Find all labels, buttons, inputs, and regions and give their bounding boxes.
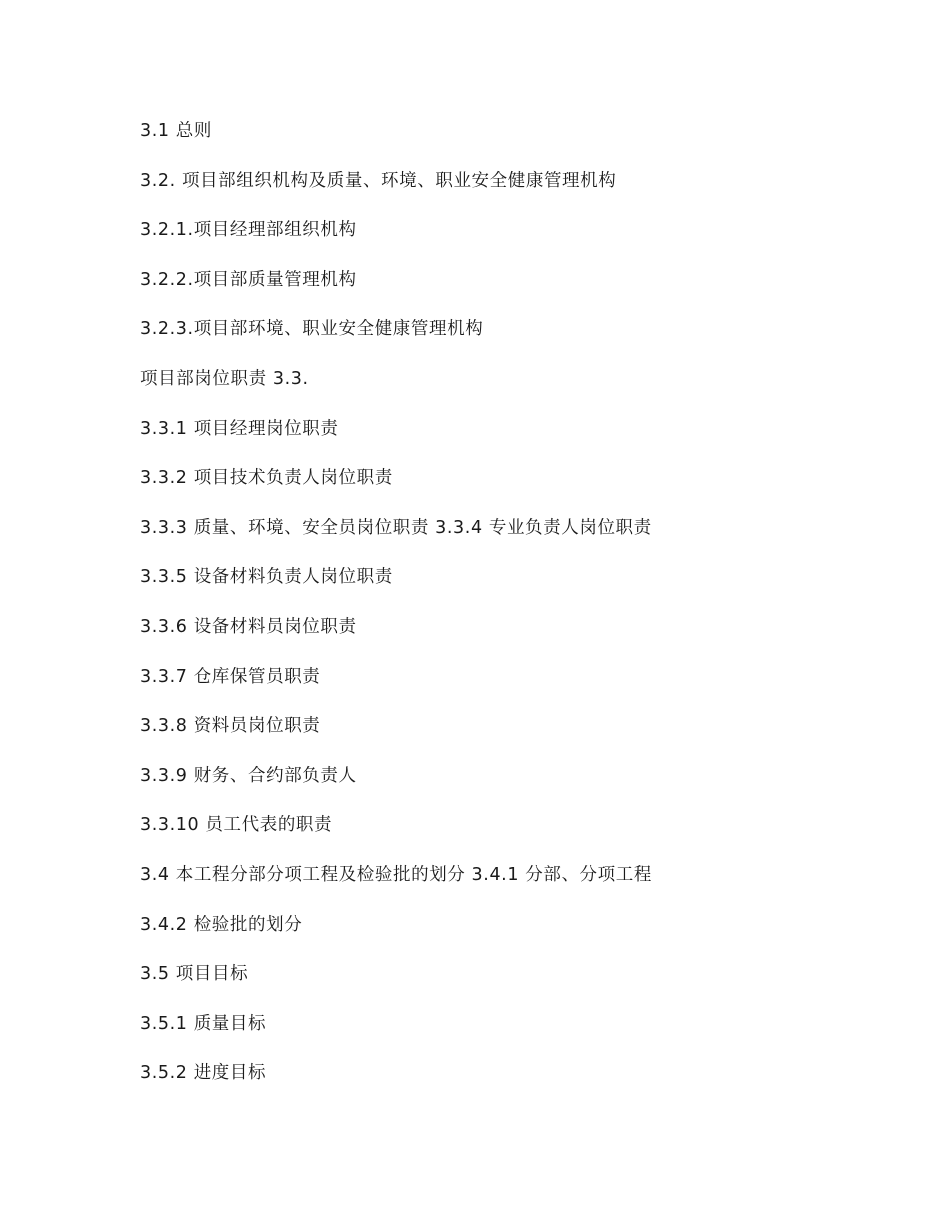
toc-line: 3.2.2.项目部质量管理机构 xyxy=(140,269,357,290)
toc-line: 3.3.9 财务、合约部负责人 xyxy=(140,765,357,786)
toc-line: 3.3.5 设备材料负责人岗位职责 xyxy=(140,567,393,588)
toc-line: 3.4 本工程分部分项工程及检验批的划分 3.4.1 分部、分项工程 xyxy=(140,864,652,885)
toc-line: 3.3.3 质量、环境、安全员岗位职责 3.3.4 专业负责人岗位职责 xyxy=(140,517,652,538)
toc-line: 3.5.2 进度目标 xyxy=(140,1063,267,1084)
toc-line: 项目部岗位职责 3.3. xyxy=(140,368,309,389)
toc-line: 3.3.6 设备材料员岗位职责 xyxy=(140,616,357,637)
table-of-contents xyxy=(140,116,840,1108)
toc-line: 3.5.1 质量目标 xyxy=(140,1013,267,1034)
toc-line: 3.3.8 资料员岗位职责 xyxy=(140,716,321,737)
toc-line: 3.1 总则 xyxy=(140,121,212,141)
toc-line: 3.2. 项目部组织机构及质量、环境、职业安全健康管理机构 xyxy=(140,170,617,191)
toc-line: 3.4.2 检验批的划分 xyxy=(140,914,303,935)
toc-line: 3.3.2 项目技术负责人岗位职责 xyxy=(140,468,393,489)
toc-line: 3.3.1 项目经理岗位职责 xyxy=(140,418,339,439)
toc-line: 3.2.3.项目部环境、职业安全健康管理机构 xyxy=(140,319,484,340)
toc-line: 3.3.10 员工代表的职责 xyxy=(140,815,333,836)
toc-line: 3.2.1.项目经理部组织机构 xyxy=(140,220,357,241)
toc-line: 3.3.7 仓库保管员职责 xyxy=(140,666,321,687)
toc-line: 3.5 项目目标 xyxy=(140,964,249,985)
